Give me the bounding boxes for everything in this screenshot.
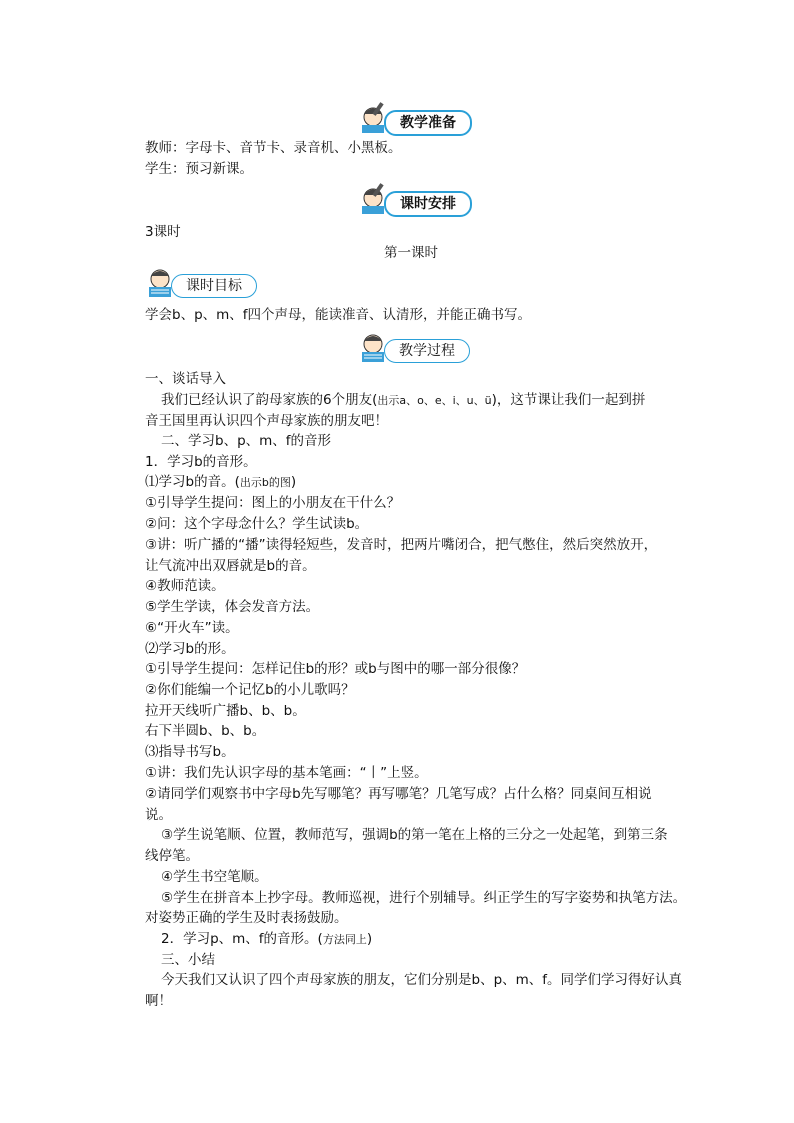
text-line: ⑤学生在拼音本上抄字母。教师巡视，进行个别辅导。纠正学生的写字姿势和执笔方法。 (161, 890, 687, 906)
text-span: 我们已经认识了韵母家族的6个朋友( (161, 392, 378, 408)
text-line: ②你们能编一个记忆b的小儿歌吗？ (145, 682, 355, 698)
lesson-heading: 第一课时 (384, 245, 438, 261)
text-line: 教师：字母卡、音节卡、录音机、小黑板。 (145, 140, 402, 156)
section-banner-process (358, 335, 468, 363)
text-line: ①引导学生提问：图上的小朋友在干什么？ (145, 495, 401, 511)
text-line: ⑶指导书写b。 (145, 744, 235, 760)
text-line: 线停笔。 (145, 848, 199, 864)
section-title-prep: 教学准备 (384, 110, 472, 136)
text-line: ⑤学生学读，体会发音方法。 (145, 599, 320, 615)
text-line: 学生：预习新课。 (145, 161, 253, 177)
text-line: ③学生说笔顺、位置，教师范写，强调b的第一笔在上格的三分之一处起笔，到第三条 (161, 827, 668, 843)
text-line: 说。 (145, 807, 172, 823)
text-annotation: 出示a、o、e、i、u、ü (377, 394, 492, 407)
text-span: ) (366, 931, 373, 947)
text-span: ) (290, 474, 297, 490)
text-line: 1．学习b的音形。 (145, 454, 257, 470)
text-span: 2．学习p、m、f的音形。( (161, 931, 323, 947)
section-banner-prep (358, 106, 468, 134)
text-line: 一、谈话导入 (145, 371, 226, 387)
text-line: 让气流冲出双唇就是b的音。 (145, 558, 316, 574)
text-line: ②请同学们观察书中字母b先写哪笔？再写哪笔？几笔写成？占什么格？同桌间互相说 (145, 786, 652, 802)
text-line: 音王国里再认识四个声母家族的朋友吧！ (145, 413, 388, 429)
text-span: )，这节课让我们一起到拼 (491, 392, 646, 408)
text-line (161, 390, 701, 411)
text-annotation: 出示b的图 (239, 476, 291, 489)
text-line: ④教师范读。 (145, 578, 225, 594)
section-title-schedule: 课时安排 (384, 191, 472, 217)
text-line: 啊！ (145, 993, 172, 1009)
section-banner-schedule (358, 187, 468, 215)
text-line: ⑥“开火车”读。 (145, 620, 239, 636)
text-line (145, 472, 685, 493)
text-line: 对姿势正确的学生及时表扬鼓励。 (145, 910, 348, 926)
text-line: ①讲：我们先认识字母的基本笔画：“丨”上竖。 (145, 765, 428, 781)
text-line: ⑵学习b的形。 (145, 641, 235, 657)
text-line: 三、小结 (161, 952, 215, 968)
section-title-process: 教学过程 (384, 339, 470, 363)
text-line: ①引导学生提问：怎样记住b的形？或b与图中的哪一部分很像？ (145, 661, 526, 677)
text-span: ⑴学习b的音。( (145, 474, 240, 490)
section-title-goal: 课时目标 (171, 274, 257, 298)
text-line: 今天我们又认识了四个声母家族的朋友，它们分别是b、p、m、f。同学们学习得好认真 (161, 972, 683, 988)
text-line: 二、学习b、p、m、f的音形 (161, 433, 332, 449)
text-line: 3课时 (145, 224, 181, 240)
text-annotation: 方法同上 (322, 933, 367, 946)
text-line: 学会b、p、m、f四个声母，能读准音、认清形，并能正确书写。 (145, 307, 532, 323)
text-line: ③讲：听广播的“播”读得轻短些，发音时，把两片嘴闭合，把气憋住，然后突然放开， (145, 537, 658, 553)
text-line: 拉开天线听广播b、b、b。 (145, 703, 306, 719)
text-line: ④学生书空笔顺。 (161, 869, 268, 885)
text-line: 右下半圆b、b、b。 (145, 723, 266, 739)
section-banner-goal (145, 270, 255, 298)
text-line (161, 929, 701, 950)
text-line: ②问：这个字母念什么？学生试读b。 (145, 516, 369, 532)
